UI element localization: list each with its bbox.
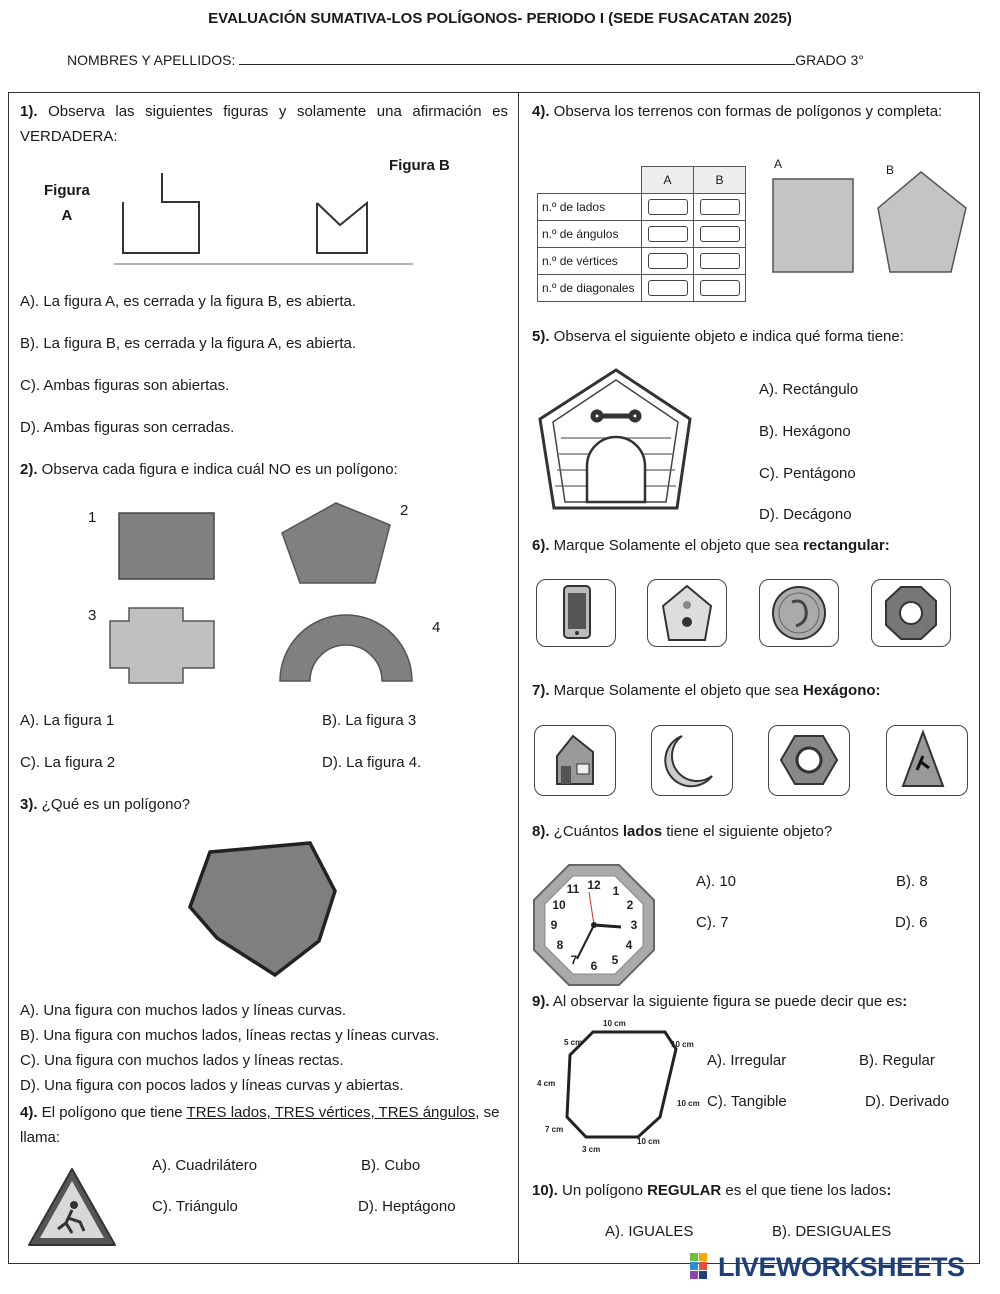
q9-option-b[interactable]: B). Regular (859, 1052, 935, 1069)
q1-option-d[interactable]: D). Ambas figuras son cerradas. (20, 419, 235, 436)
terrain-table (537, 166, 746, 302)
q8-option-c[interactable]: C). 7 (696, 914, 729, 931)
q7-option-hex-nut[interactable] (768, 725, 850, 796)
q6-option-phone[interactable] (536, 579, 616, 647)
clock-num-9: 9 (550, 918, 558, 932)
answer-box[interactable] (700, 199, 740, 215)
names-label: NOMBRES Y APELLIDOS: (67, 52, 236, 68)
q1-option-b[interactable]: B). La figura B, es cerrada y la figura A, es abierta. (20, 335, 357, 352)
q9-option-d[interactable]: D). Derivado (865, 1093, 950, 1110)
figure-2-pentagon (282, 503, 390, 583)
measure-left-lower: 7 cm (545, 1125, 564, 1134)
question-2: 2). Observa cada figura e indica cuál NO es un polígono: (20, 461, 398, 478)
measure-bottom-left: 3 cm (582, 1145, 601, 1154)
grade-label: GRADO 3° (795, 52, 864, 68)
q10-option-b[interactable]: B). DESIGUALES (772, 1223, 892, 1240)
q3-option-a[interactable]: A). Una figura con muchos lados y líneas curvas. (20, 1002, 346, 1019)
question-9: 9). Al observar la siguiente figura se puede decir que es: (532, 993, 908, 1010)
shape-a-label: A (774, 157, 783, 171)
clock-num-4: 4 (625, 938, 633, 952)
octagon-clock-figure (531, 862, 657, 988)
question-8: 8). ¿Cuántos lados tiene el siguiente objeto? (532, 823, 833, 840)
q2-label-4: 4 (432, 619, 441, 636)
triangle-sign-icon (887, 726, 967, 794)
q1-option-c[interactable]: C). Ambas figuras son abiertas. (20, 377, 230, 394)
q6-option-nut[interactable] (871, 579, 951, 647)
house-icon (535, 726, 615, 794)
heptagon-shape (190, 843, 335, 975)
col-b-header: B (694, 167, 746, 194)
names-line (67, 52, 864, 68)
q3-option-b[interactable]: B). Una figura con muchos lados, líneas rectas y líneas curvas. (20, 1027, 440, 1044)
phone-icon (537, 580, 615, 646)
q4a-option-b[interactable]: B). Cubo (361, 1157, 421, 1174)
answer-box[interactable] (648, 199, 688, 215)
page-title: EVALUACIÓN SUMATIVA-LOS POLÍGONOS- PERIODO I (SEDE FUSACATAN 2025) (208, 10, 792, 27)
coin-icon (760, 580, 838, 646)
q2-option-b[interactable]: B). La figura 3 (322, 712, 417, 729)
q1-figures (110, 165, 420, 270)
q2-label-1: 1 (88, 509, 97, 526)
measure-left: 4 cm (537, 1079, 556, 1088)
figure-1-rectangle (119, 513, 214, 579)
q7-option-moon[interactable] (651, 725, 733, 796)
question-6: 6). Marque Solamente el objeto que sea rectangular: (532, 537, 890, 554)
q2-figures (100, 495, 430, 695)
figure-b-closed-shape (317, 203, 367, 253)
q4a-option-d[interactable]: D). Heptágono (358, 1198, 456, 1215)
question-10: 10). Un polígono REGULAR es el que tiene los lados: (532, 1182, 892, 1199)
q2-label-3: 3 (88, 607, 97, 624)
q10-option-a[interactable]: A). IGUALES (605, 1223, 694, 1240)
row-label: n.º de lados (538, 194, 642, 221)
q1-option-a[interactable]: A). La figura A, es cerrada y la figura B, es abierta. (20, 293, 357, 310)
terrain-b-pentagon (878, 172, 966, 272)
q7-option-house[interactable] (534, 725, 616, 796)
answer-box[interactable] (648, 226, 688, 242)
figure-a-label: Figura A (44, 182, 90, 224)
warning-triangle-sign (26, 1165, 118, 1249)
terrain-shapes (768, 170, 973, 280)
question-1: 1). Observa las siguientes figuras y solamente una afirmación es VERDADERA: (20, 103, 508, 145)
answer-box[interactable] (648, 280, 688, 296)
clock-num-1: 1 (612, 884, 620, 898)
col-a-header: A (642, 167, 694, 194)
q6-option-coin[interactable] (759, 579, 839, 647)
clock-num-5: 5 (611, 953, 619, 967)
irregular-polygon-figure (533, 1015, 703, 1160)
q5-option-b[interactable]: B). Hexágono (759, 423, 851, 440)
figure-3-cross (110, 608, 214, 683)
answer-box[interactable] (700, 280, 740, 296)
q6-option-birdhouse[interactable] (647, 579, 727, 647)
q4a-option-a[interactable]: A). Cuadrilátero (152, 1157, 258, 1174)
q3-option-d[interactable]: D). Una figura con pocos lados y líneas curvas y abiertas. (20, 1077, 404, 1094)
measure-bottom: 10 cm (637, 1137, 660, 1146)
irregular-octagon (567, 1032, 676, 1137)
q3-polygon-figure (185, 838, 345, 980)
measure-top-right: 10 cm (671, 1040, 694, 1049)
octagon-nut-icon (872, 580, 950, 646)
row-label: n.º de diagonales (538, 275, 642, 302)
q2-option-d[interactable]: D). La figura 4. (322, 754, 422, 771)
logo-text: LIVEWORKSHEETS (718, 1252, 965, 1282)
q8-option-b[interactable]: B). 8 (896, 873, 928, 890)
shape-b-label: B (886, 163, 895, 177)
measure-top-left: 5 cm (564, 1038, 583, 1047)
row-label: n.º de ángulos (538, 221, 642, 248)
q2-option-a[interactable]: A). La figura 1 (20, 712, 115, 729)
hex-nut-icon (769, 726, 849, 794)
liveworksheets-logo (690, 1252, 965, 1283)
doghouse-figure (535, 366, 695, 514)
clock-num-7: 7 (570, 953, 578, 967)
clock-num-12: 12 (587, 878, 601, 892)
figure-4-arch (280, 615, 412, 681)
question-5: 5). Observa el siguiente objeto e indica qué forma tiene: (532, 328, 904, 345)
q9-option-a[interactable]: A). Irregular (707, 1052, 787, 1069)
answer-box[interactable] (648, 253, 688, 269)
logo-blocks-icon (690, 1253, 716, 1279)
q7-option-triangle[interactable] (886, 725, 968, 796)
q5-option-a[interactable]: A). Rectángulo (759, 381, 859, 398)
row-label: n.º de vértices (538, 248, 642, 275)
q3-option-c[interactable]: C). Una figura con muchos lados y líneas rectas. (20, 1052, 344, 1069)
question-7: 7). Marque Solamente el objeto que sea Hexágono: (532, 682, 881, 699)
q8-option-d[interactable]: D). 6 (895, 914, 928, 931)
clock-num-11: 11 (566, 882, 580, 896)
q2-label-2: 2 (400, 502, 409, 519)
terrain-a-square (773, 179, 853, 272)
clock-num-3: 3 (630, 918, 638, 932)
figure-b-label: Figura B (389, 157, 450, 174)
q9-option-c[interactable]: C). Tangible (707, 1093, 787, 1110)
measure-top: 10 cm (603, 1019, 626, 1028)
q4a-option-c[interactable]: C). Triángulo (152, 1198, 238, 1215)
doghouse-door (587, 437, 645, 502)
clock-num-6: 6 (590, 959, 598, 973)
clock-hour-hand (594, 925, 621, 927)
moon-icon (652, 726, 732, 794)
column-divider (518, 92, 519, 1264)
birdhouse-icon (648, 580, 726, 646)
figure-a-open-shape (123, 173, 199, 253)
question-3: 3). ¿Qué es un polígono? (20, 796, 191, 813)
clock-num-2: 2 (626, 898, 634, 912)
measure-right: 10 cm (677, 1099, 700, 1108)
q5-option-d[interactable]: D). Decágono (759, 506, 852, 523)
q8-option-a[interactable]: A). 10 (696, 873, 737, 890)
clock-num-8: 8 (556, 938, 564, 952)
names-blank[interactable] (239, 53, 795, 65)
q2-option-c[interactable]: C). La figura 2 (20, 754, 116, 771)
q5-option-c[interactable]: C). Pentágono (759, 465, 856, 482)
answer-box[interactable] (700, 253, 740, 269)
question-4-triangle: 4). El polígono que tiene TRES lados, TRES vértices, TRES ángulos, se llama: (20, 1104, 500, 1146)
clock-num-10: 10 (552, 898, 566, 912)
answer-box[interactable] (700, 226, 740, 242)
question-4-terrains: 4). Observa los terrenos con formas de polígonos y completa: (532, 103, 943, 120)
